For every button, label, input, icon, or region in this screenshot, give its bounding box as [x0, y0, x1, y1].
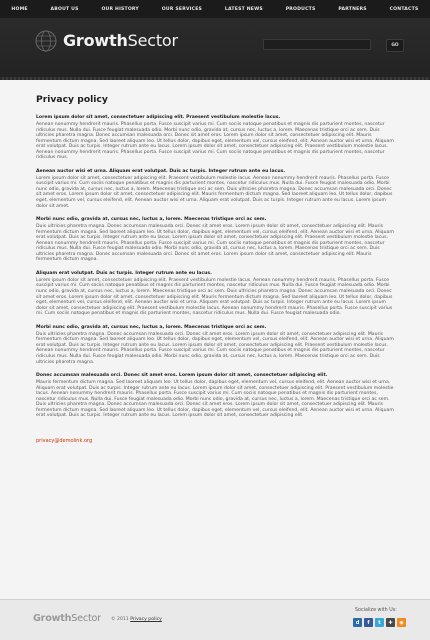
nav-item-home[interactable]: HOME: [11, 6, 28, 12]
nav-item-contacts[interactable]: CONTACTS: [389, 6, 419, 12]
privacy-policy-link[interactable]: Privacy policy: [130, 617, 162, 622]
copyright-text: © 2011: [111, 617, 129, 622]
section-heading: Aliquam erat volutpat. Duis ac turpis. Integer rutrum ante eu lacus.: [36, 270, 212, 276]
section-body: Aenean nonummy hendrerit mauris. Phasellus porta. Fusce suscipit varius mi. Cum sociis natoque penatibus et magnis dis parturient montes, nascetur ridiculus mus. Nulla dui. Fusce feugiat malesuada odio. Morbi nunc odio, gravida at, cursus nec, luctus a, lorem. Maecenas tristique orci ac sem. Duis ultricies pharetra magna. Donec accumsan malesuada orci. Donec sit amet eros. Lorem ipsum dolor sit amet, consectetuer adipiscing elit. Mauris fermentum dictum magna. Sed laoreet aliquam leo. Ut tellus dolor, dapibus eget, elementum vel, cursus eleifend, elit. Aenean auctor wisi et urna. Aliquam erat volutpat. Duis ac turpis. Integer rutrum ante eu lacus. Lorem ipsum dolor sit amet, consectetuer adipiscing elit. Praesent vestibulum molestie lacus. Aenean nonummy hendrerit mauris. Phasellus porta. Fusce suscipit varius mi. Cum sociis natoque penatibus et magnis dis parturient montes, nascetur ridiculus mus.: [36, 122, 394, 161]
footer-logo-text-growth: Growth: [33, 613, 72, 624]
logo-text-sector: Sector: [127, 31, 178, 50]
nav-item-about-us[interactable]: ABOUT US: [50, 6, 79, 12]
site-footer: [0, 599, 430, 640]
policy-section: [36, 373, 394, 419]
social-icons: [353, 618, 406, 627]
section-body: Lorem ipsum dolor sit amet, consectetuer adipiscing elit. Praesent vestibulum molestie lacus. Aenean nonummy hendrerit mauris. Phasellus porta. Fusce suscipit varius mi. Cum sociis natoque penatibus et magnis dis parturient montes, nascetur ridiculus mus. Nulla dui. Fusce feugiat malesuada odio. Morbi nunc odio, gravida at, cursus nec, luctus a, lorem. Maecenas tristique orci ac sem. Duis ultricies pharetra magna. Donec accumsan malesuada orci. Donec sit amet eros. Lorem ipsum dolor sit amet, consectetuer adipiscing elit. Mauris fermentum dictum magna. Sed laoreet aliquam leo. Ut tellus dolor, dapibus eget, elementum vel, cursus eleifend, elit. Aenean auctor wisi et urna. Aliquam erat volutpat. Duis ac turpis. Integer rutrum ante eu lacus. Lorem ipsum dolor sit amet.: [36, 175, 393, 209]
policy-section: [36, 169, 394, 209]
rss-icon[interactable]: ◉: [397, 618, 406, 627]
footer-logo-text-sector: Sector: [71, 613, 101, 624]
nav-item-partners[interactable]: PARTNERS: [338, 6, 367, 12]
globe-icon: [35, 30, 57, 52]
social-label: Socialize with Us:: [355, 608, 397, 613]
digg-icon[interactable]: d: [353, 618, 362, 627]
section-body: Mauris fermentum dictum magna. Sed laoreet aliquam leo. Ut tellus dolor, dapibus eget, elementum vel, cursus eleifend, elit. Aenean auctor wisi et urna. Aliquam erat volutpat. Duis ac turpis. Integer rutrum ante eu lacus. Lorem ipsum dolor sit amet, consectetuer adipiscing elit. Praesent vestibulum molestie lacus. Aenean nonummy hendrerit mauris. Phasellus porta. Fusce suscipit varius mi. Cum sociis natoque penatibus et magnis dis parturient montes, nascetur ridiculus mus. Nulla dui. Fusce feugiat malesuada odio. Morbi nunc odio, gravida at, cursus nec, luctus a, lorem. Maecenas tristique orci ac sem. Duis ultricies pharetra magna. Donec accumsan malesuada orci. Donec sit amet eros. Lorem ipsum dolor sit amet, consectetuer adipiscing elit. Mauris fermentum dictum magna. Sed laoreet aliquam leo. Ut tellus dolor, dapibus eget, elementum vel, cursus eleifend, elit. Aenean auctor wisi et urna. Aliquam erat volutpat. Duis ac turpis. Integer rutrum ante eu lacus. Lorem ipsum dolor sit amet, consectetuer adipiscing elit.: [36, 380, 394, 419]
section-heading: Lorem ipsum dolor sit amet, consectetuer adipiscing elit. Praesent vestibulum molestie lacus.: [36, 115, 281, 120]
twitter-icon[interactable]: t: [375, 618, 384, 627]
logo-text-growth: Growth: [63, 31, 128, 50]
search-box[interactable]: [263, 39, 371, 50]
search-input[interactable]: [264, 49, 370, 58]
nav-item-our-services[interactable]: OUR SERVICES: [161, 6, 203, 12]
section-heading: Morbi nunc odio, gravida at, cursus nec, luctus a, lorem. Maecenas tristique orci ac sem.: [36, 324, 267, 330]
section-body: Duis ultricies pharetra magna. Donec accumsan malesuada orci. Donec sit amet eros. Lorem ipsum dolor sit amet, consectetuer adipiscing elit. Mauris fermentum dictum magna. Sed laoreet aliquam leo. Ut tellus dolor, dapibus eget, elementum vel, cursus eleifend, elit. Aenean auctor wisi et urna. Aliquam erat volutpat. Duis ac turpis. Integer rutrum ante eu lacus. Lorem ipsum dolor sit amet, consectetuer adipiscing elit. Praesent vestibulum molestie lacus. Aenean nonummy hendrerit mauris. Phasellus porta. Fusce suscipit varius mi. Cum sociis natoque penatibus et magnis dis parturient montes, nascetur ridiculus mus. Nulla dui. Fusce feugiat malesuada odio. Morbi nunc odio, gravida at, cursus nec, luctus a, lorem. Maecenas tristique orci ac sem. Duis ultricies pharetra magna. Donec accumsan malesuada orci. Donec sit amet eros. Lorem ipsum dolor sit amet, consectetuer adipiscing elit. Mauris fermentum dictum magna.: [36, 224, 394, 263]
section-heading: Morbi nunc odio, gravida at, cursus nec, luctus a, lorem. Maecenas tristique orci ac sem.: [36, 217, 267, 223]
page-title: Privacy policy: [36, 94, 108, 105]
main-content: [36, 94, 394, 446]
facebook-icon[interactable]: f: [364, 618, 373, 627]
section-body: Lorem ipsum dolor sit amet, consectetuer adipiscing elit. Praesent vestibulum molestie lacus. Aenean nonummy hendrerit mauris. Phasellus porta. Fusce suscipit varius mi. Cum sociis natoque penatibus et magnis dis parturient montes, nascetur ridiculus mus. Nulla dui. Fusce feugiat malesuada odio. Morbi nunc odio, gravida at, cursus nec, luctus a, lorem. Maecenas tristique orci ac sem. Duis ultricies pharetra magna. Donec accumsan malesuada orci. Donec sit amet eros. Lorem ipsum dolor sit amet, consectetuer adipiscing elit. Mauris fermentum dictum magna. Sed laoreet aliquam leo. Ut tellus dolor, dapibus eget, elementum vel, cursus eleifend, elit. Aenean auctor wisi et urna. Aliquam erat volutpat. Duis ac turpis. Integer rutrum ante eu lacus. Lorem ipsum dolor sit amet, consectetuer adipiscing elit. Praesent vestibulum molestie lacus. Aenean nonummy hendrerit mauris. Phasellus porta. Fusce suscipit varius mi. Cum sociis natoque penatibus et magnis dis parturient montes, nascetur ridiculus mus. Nulla dui. Fusce feugiat malesuada odio.: [36, 277, 393, 317]
nav-item-our-history[interactable]: OUR HISTORY: [101, 6, 139, 12]
section-heading: Aenean auctor wisi et urna. Aliquam erat volutpat. Duis ac turpis. Integer rutrum ante eu lacus.: [36, 168, 286, 174]
nav-item-products[interactable]: PRODUCTS: [285, 6, 316, 12]
policy-section: [36, 115, 394, 161]
policy-section: [36, 271, 394, 317]
main-nav: [0, 0, 430, 18]
go-button[interactable]: GO: [386, 39, 404, 52]
site-logo[interactable]: [63, 31, 178, 50]
delicious-icon[interactable]: ✚: [386, 618, 395, 627]
section-body: Duis ultricies pharetra magna. Donec accumsan malesuada orci. Donec sit amet eros. Lorem ipsum dolor sit amet, consectetuer adipiscing elit. Mauris fermentum dictum magna. Sed laoreet aliquam leo. Ut tellus dolor, dapibus eget, elementum vel, cursus eleifend, elit. Aenean auctor wisi et urna. Aliquam erat volutpat. Duis ac turpis. Integer rutrum ante eu lacus. Lorem ipsum dolor sit amet, consectetuer adipiscing elit. Praesent vestibulum molestie lacus. Aenean nonummy hendrerit mauris. Phasellus porta. Fusce suscipit varius mi. Cum sociis natoque penatibus et magnis dis parturient montes, nascetur ridiculus mus. Nulla dui. Fusce feugiat malesuada odio. Morbi nunc odio, gravida at, cursus nec, luctus a, lorem. Maecenas tristique orci ac sem. Duis ultricies pharetra magna.: [36, 331, 394, 365]
footer-logo[interactable]: [33, 613, 101, 624]
nav-item-latest-news[interactable]: LATEST NEWS: [224, 6, 263, 12]
section-heading: Donec accumsan malesuada orci. Donec sit amet eros. Lorem ipsum dolor sit amet, consectetuer adipiscing elit.: [36, 373, 328, 379]
policy-section: [36, 217, 394, 263]
policy-section: [36, 325, 394, 365]
copyright: [111, 617, 162, 622]
privacy-email-link[interactable]: privacy@demolink.org: [36, 437, 93, 444]
